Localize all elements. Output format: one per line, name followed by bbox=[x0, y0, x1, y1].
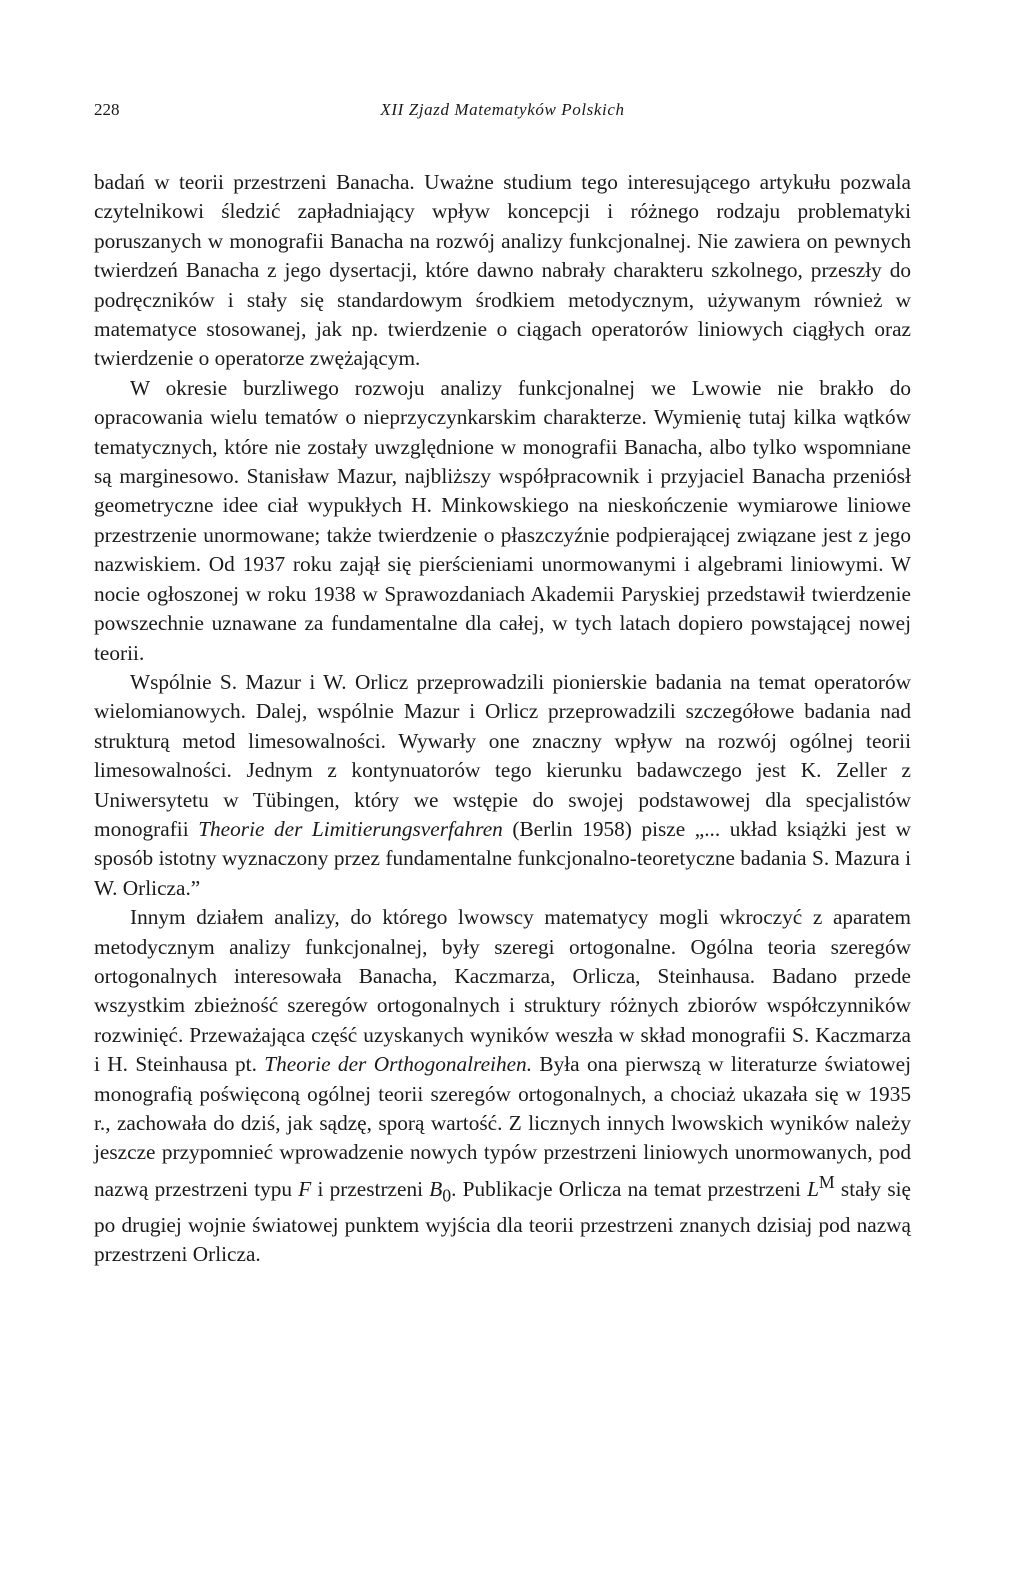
symbol-f: F bbox=[298, 1176, 312, 1201]
paragraph-2: W okresie burzliwego rozwoju analizy funkcjonalnej we Lwowie nie brakło do opracowania wielu tematów o nieprzyczynkarskim charakterze. Wymienię tutaj kilka wątków tematycznych, które nie zostały uwzględnione w monografii Banacha, albo tylko wspomniane są marginesowo. Stanisław Mazur, najbliższy współpracownik i przyjaciel Banacha przeniósł geometryczne idee ciał wypukłych H. Minkowskiego na nieskończenie wymiarowe liniowe przestrzenie unormowane; także twierdzenie o płaszczyźnie podpierającej związane jest z jego nazwiskiem. Od 1937 roku zajął się pierścieniami unormowanymi i algebrami liniowymi. W nocie ogłoszonej w roku 1938 w Sprawozdaniach Akademii Paryskiej przedstawił twierdzenie powszechnie uznawane za fundamentalne dla całej, w tych latach dopiero powstającej nowej teorii. bbox=[94, 375, 911, 665]
book-title-limitierungsverfahren: Theorie der Limitierungsverfahren bbox=[198, 816, 503, 841]
book-title-orthogonalreihen: Theorie der Orthogonalreihen. bbox=[264, 1052, 533, 1077]
paragraph-4-text-e: stały się po drugiej wojnie światowej punktem wyjścia dla teorii przestrzeni znanych dzisiaj pod nazwą przestrzeni Orlicza. bbox=[94, 1176, 912, 1266]
symbol-l-superscript: M bbox=[818, 1171, 835, 1192]
paragraph-3 bbox=[94, 668, 911, 903]
paragraph-4-text-a: Innym działem analizy, do którego lwowscy matematycy mogli wkroczyć z aparatem metodycznym analizy funkcjonalnej, były szeregi ortogonalne. Ogólna teoria szeregów ortogonalnych interesowała Banacha, Kaczmarza, Orlicza, Steinhausa. Badano przede wszystkim zbieżność szeregów ortogonalnych i struktury różnych zbiorów współczynników rozwinięć. Przeważająca część uzyskanych wyników weszła w skład monografii S. Kaczmarza i H. Steinhausa pt. bbox=[94, 905, 911, 1077]
running-title: XII Zjazd Matematyków Polskich bbox=[380, 100, 625, 119]
symbol-b: B bbox=[429, 1176, 443, 1201]
symbol-l: L bbox=[807, 1176, 819, 1201]
symbol-b-subscript: 0 bbox=[442, 1185, 452, 1206]
paragraph-3-text-b: (Berlin 1958) pisze „... układ książki jest w sposób istotny wyznaczony przez fundamentalne funkcjonalno-teoretyczne badania S. Mazura i W. Orlicza.” bbox=[94, 816, 911, 900]
page-number: 228 bbox=[94, 100, 120, 119]
body-text bbox=[94, 168, 911, 1269]
page-header bbox=[94, 92, 911, 122]
paragraph-1: badań w teorii przestrzeni Banacha. Uważne studium tego interesującego artykułu pozwala czytelnikowi śledzić zapładniający wpływ koncepcji i różnego rodzaju problematyki poruszanych w monografii Banacha na rozwój analizy funkcjonalnej. Nie zawiera on pewnych twierdzeń Banacha z jego dysertacji, które dawno nabrały charakteru szkolnego, przeszły do podręczników i stały się standardowym środkiem metodycznym, używanym również w matematyce stosowanej, jak np. twierdzenie o ciągach operatorów liniowych ciągłych oraz twierdzenie o operatorze zwężającym. bbox=[94, 170, 911, 371]
page bbox=[94, 92, 911, 1269]
paragraph-3-text-a: Wspólnie S. Mazur i W. Orlicz przeprowadzili pionierskie badania na temat operatorów wielomianowych. Dalej, wspólnie Mazur i Orlicz przeprowadzili szczegółowe badania nad strukturą metod limesowalności. Wywarły one znaczny wpływ na rozwój ogólnej teorii limesowalności. Jednym z kontynuatorów tego kierunku badawczego jest K. Zeller z Uniwersytetu w Tübingen, który we wstępie do swojej podstawowej dla specjalistów monografii bbox=[94, 669, 911, 841]
paragraph-4-text-c: i przestrzeni bbox=[311, 1176, 430, 1201]
paragraph-4-text-b: Była ona pierwszą w literaturze światowej monografią poświęconą ogólnej teorii szeregów ortogonalnych, a chociaż ukazała się w 1935 r., zachowała do dziś, jak sądzę, sporą wartość. Z licznych innych lwowskich wyników należy jeszcze przypomnieć wprowadzenie nowych typów przestrzeni liniowych unormowanych, pod nazwą przestrzeni typu bbox=[94, 1052, 911, 1201]
paragraph-4-text-d: . Publikacje Orlicza na temat przestrzeni bbox=[451, 1176, 808, 1201]
paragraph-4 bbox=[94, 903, 911, 1269]
